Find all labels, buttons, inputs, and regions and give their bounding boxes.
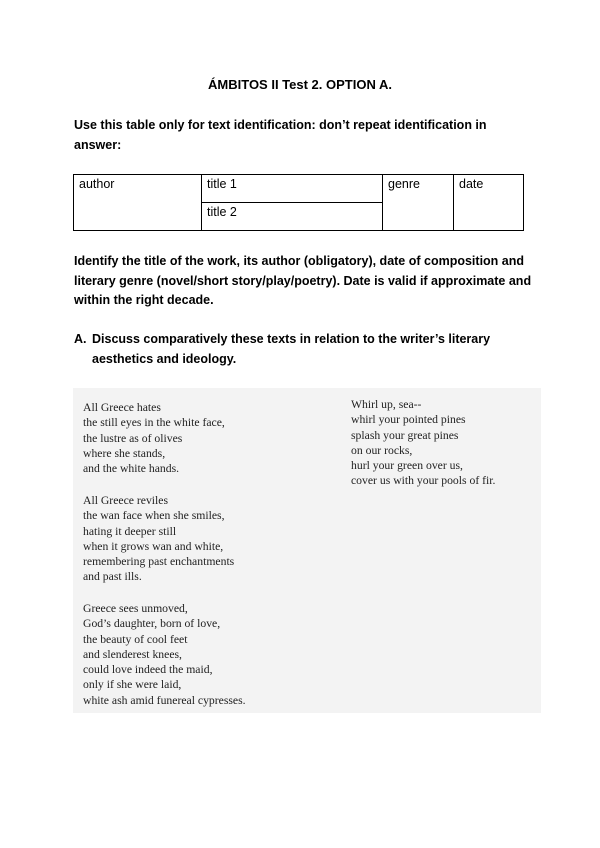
identification-table — [73, 174, 524, 231]
identify-instruction: Identify the title of the work, its author (obligatory), date of composition and literary genre (novel/short story/play/poetry). Date is valid if approximate and within the right decade. — [74, 254, 532, 307]
table-instruction: Use this table only for text identification: don’t repeat identification in answer: — [74, 118, 487, 152]
question-a — [74, 330, 534, 369]
poem-line: God’s daughter, born of love, — [83, 617, 221, 631]
poem-line: and the white hands. — [83, 462, 180, 476]
poem-oread — [351, 397, 495, 489]
poem-stanza-2 — [83, 493, 234, 585]
author-cell: author — [74, 175, 202, 231]
poem-line: Greece sees unmoved, — [83, 602, 188, 615]
poem-line: hating it deeper still — [83, 524, 177, 538]
poem-line: All Greece reviles — [83, 494, 169, 507]
poem-line: where she stands, — [83, 446, 166, 460]
poem-stanza-3 — [83, 601, 246, 708]
poem-line: hurl your green over us, — [351, 459, 463, 473]
poem-line: All Greece hates — [83, 401, 161, 414]
poem-line: when it grows wan and white, — [83, 539, 224, 553]
poem-line: whirl your pointed pines — [351, 413, 466, 427]
poem-line: the wan face when she smiles, — [83, 509, 225, 523]
poem-line: could love indeed the maid, — [83, 663, 213, 677]
poem-line: white ash amid funereal cypresses. — [83, 693, 246, 707]
genre-cell: genre — [383, 175, 454, 231]
poem-line: splash your great pines — [351, 428, 459, 442]
poem-stanza-1 — [83, 400, 225, 476]
poem-line: remembering past enchantments — [83, 555, 235, 569]
question-letter: A. — [74, 332, 87, 346]
title2-cell: title 2 — [202, 203, 383, 231]
page-title: ÁMBITOS II Test 2. OPTION A. — [208, 77, 392, 92]
question-text: Discuss comparatively these texts in relation to the writer’s literary aesthetics and ideology. — [92, 332, 491, 366]
poem-line: and slenderest knees, — [83, 647, 182, 661]
poem-line: the lustre as of olives — [83, 431, 183, 445]
poem-line: and past ills. — [83, 570, 142, 584]
date-cell: date — [454, 175, 524, 231]
poem-line: Whirl up, sea-- — [351, 398, 422, 411]
poem-line: the beauty of cool feet — [83, 632, 188, 646]
poem-line: on our rocks, — [351, 443, 413, 457]
poem-scan — [73, 388, 541, 713]
poem-line: only if she were laid, — [83, 678, 182, 692]
poem-line: cover us with your pools of fir. — [351, 474, 496, 488]
title1-cell: title 1 — [202, 175, 383, 203]
poem-line: the still eyes in the white face, — [83, 416, 225, 430]
